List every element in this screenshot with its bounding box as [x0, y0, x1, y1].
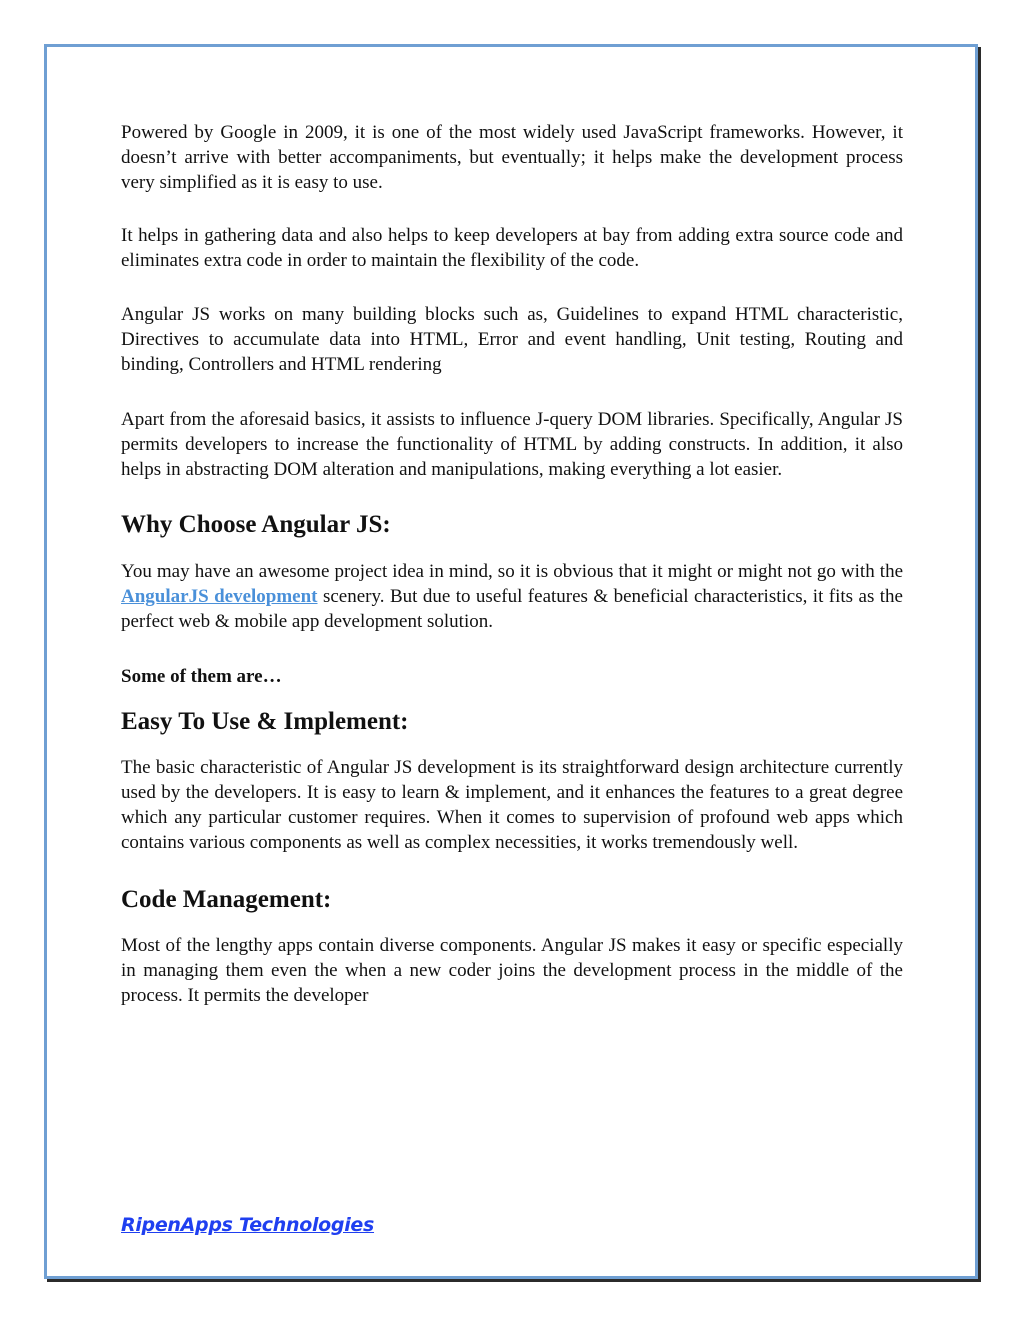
angularjs-development-link[interactable]: AngularJS development — [121, 586, 318, 607]
paragraph-easy-to-use: The basic characteristic of Angular JS development is its straightforward design architecture currently used by the developers. It is easy to learn & implement, and it enhances the features to a great degree which any particular customer requires. When it comes to supervision of profound web apps which contains various components as well as complex necessities, it works tremendously well. — [121, 757, 903, 853]
subheading-some-of-them: Some of them are… — [121, 666, 282, 687]
paragraph-building-blocks: Angular JS works on many building blocks such as, Guidelines to expand HTML characteristic, Directives to accumulate data into HTML, Error and event handling, Unit testing, Routing and binding, Controllers and HTML rendering — [121, 304, 903, 375]
heading-easy-to-use: Easy To Use & Implement: — [121, 708, 409, 735]
paragraph-code-management: Most of the lengthy apps contain diverse components. Angular JS makes it easy or specific especially in managing them even the when a new coder joins the development process in the middle of the process. It permits the developer — [121, 935, 903, 1006]
why-text-after: scenery. But due to useful features & beneficial characteristics, it fits as the perfect web & mobile app development solution. — [121, 586, 903, 632]
paragraph-dom-libraries: Apart from the aforesaid basics, it assists to influence J-query DOM libraries. Specifically, Angular JS permits developers to increase the functionality of HTML by adding constructs. In addition, it also helps in abstracting DOM alteration and manipulations, making everything a lot easier. — [121, 409, 903, 480]
paragraph-intro: Powered by Google in 2009, it is one of the most widely used JavaScript frameworks. However, it doesn’t arrive with better accompaniments, but eventually; it helps make the development process very simplified as it is easy to use. — [121, 122, 903, 193]
heading-code-management: Code Management: — [121, 886, 332, 913]
why-text-before: You may have an awesome project idea in mind, so it is obvious that it might or might not go with the — [121, 561, 903, 582]
footer-company-name: RipenApps Technologies — [121, 1214, 375, 1236]
document-body — [121, 120, 903, 1008]
paragraph-data-gathering: It helps in gathering data and also helps to keep developers at bay from adding extra source code and eliminates extra code in order to maintain the flexibility of the code. — [121, 225, 903, 271]
heading-why-choose: Why Choose Angular JS: — [121, 511, 391, 538]
paragraph-why-choose — [121, 559, 903, 634]
